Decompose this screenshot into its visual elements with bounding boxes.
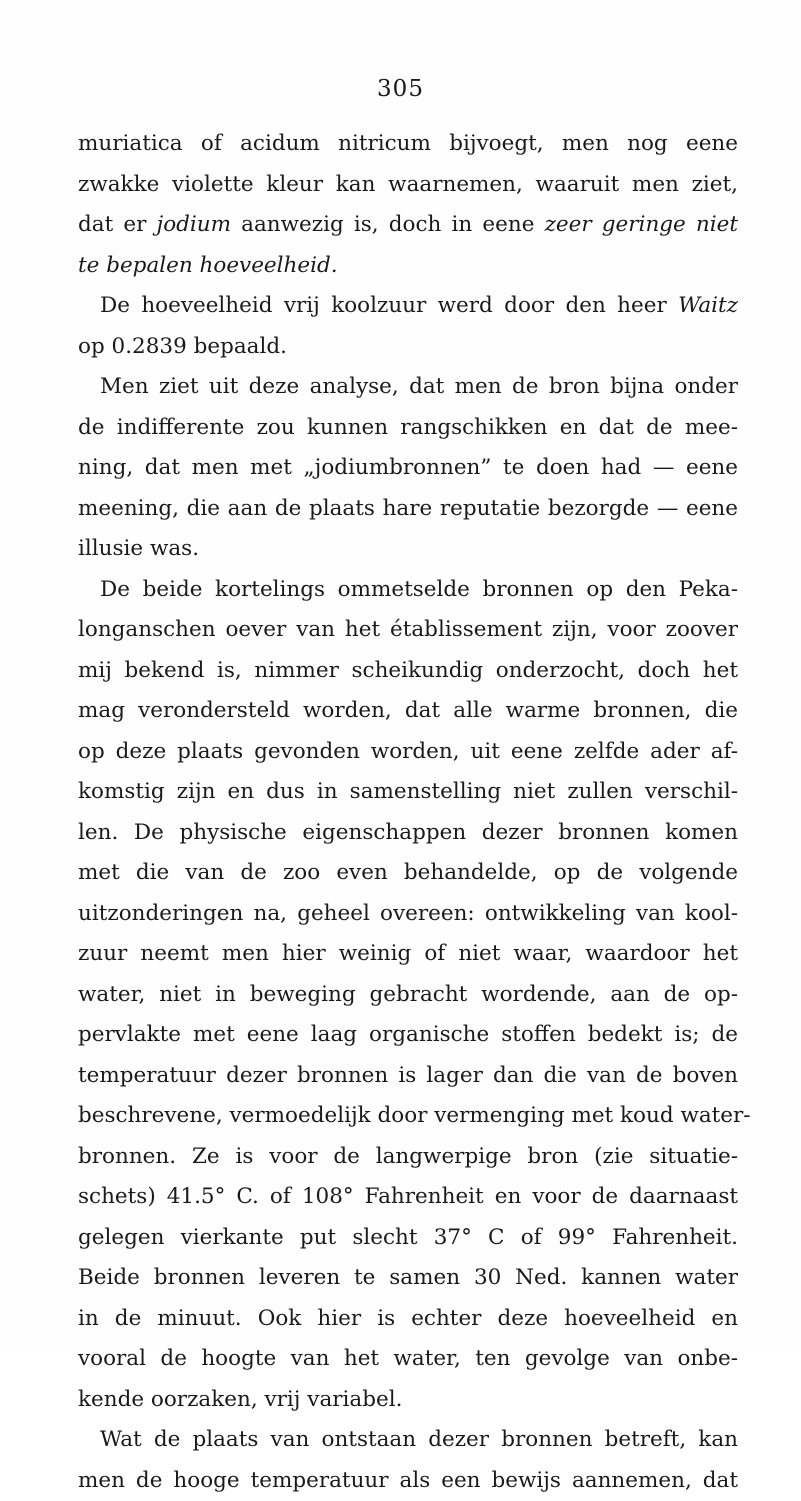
text-line: de indifferente zou kunnen rangschikken en dat de mee- (78, 408, 738, 449)
text-line: mij bekend is, nimmer scheikundig onderzocht, doch het (78, 651, 738, 692)
text-line: Beide bronnen leveren te samen 30 Ned. kannen water (78, 1258, 738, 1299)
text-line: gelegen vierkante put slecht 37° C of 99° Fahrenheit. (78, 1218, 738, 1259)
text-line: Wat de plaats van ontstaan dezer bronnen betreft, kan (78, 1420, 738, 1461)
text-line: illusie was. (78, 529, 738, 570)
text-line: meening, die aan de plaats hare reputatie bezorgde — eene (78, 489, 738, 530)
text-line: De hoeveelheid vrij koolzuur werd door den heer Waitz (78, 286, 738, 327)
text-line: komstig zijn en dus in samenstelling niet zullen verschil- (78, 772, 738, 813)
text-line: muriatica of acidum nitricum bijvoegt, men nog eene (78, 124, 738, 165)
text-line: zuur neemt men hier weinig of niet waar, waardoor het (78, 934, 738, 975)
text-line: in de minuut. Ook hier is echter deze hoeveelheid en (78, 1299, 738, 1340)
text-line: water, niet in beweging gebracht wordende, aan de op- (78, 975, 738, 1016)
text-line: len. De physische eigenschappen dezer bronnen komen (78, 813, 738, 854)
text-line: kende oorzaken, vrij variabel. (78, 1380, 738, 1421)
text-line: vooral de hoogte van het water, ten gevolge van onbe- (78, 1339, 738, 1380)
text-line: pervlakte met eene laag organische stoffen bedekt is; de (78, 1015, 738, 1056)
page-number: 305 (0, 76, 801, 102)
text-line: te bepalen hoeveelheid. (78, 246, 738, 287)
text-line: uitzonderingen na, geheel overeen: ontwikkeling van kool- (78, 894, 738, 935)
text-line: mag verondersteld worden, dat alle warme bronnen, die (78, 691, 738, 732)
text-line: beschrevene, vermoedelijk door vermenging met koud water- (78, 1096, 738, 1137)
text-line: zwakke violette kleur kan waarnemen, waaruit men ziet, (78, 165, 738, 206)
text-line: met die van de zoo even behandelde, op de volgende (78, 853, 738, 894)
text-line: bronnen. Ze is voor de langwerpige bron (zie situatie- (78, 1137, 738, 1178)
text-line: schets) 41.5° C. of 108° Fahrenheit en voor de daarnaast (78, 1177, 738, 1218)
text-line: Men ziet uit deze analyse, dat men de bron bijna onder (78, 367, 738, 408)
text-line: men de hooge temperatuur als een bewijs aannemen, dat (78, 1461, 738, 1501)
text-line: ning, dat men met „jodiumbronnen” te doen had — eene (78, 448, 738, 489)
text-line: dat er jodium aanwezig is, doch in eene zeer geringe niet (78, 205, 738, 246)
text-line: op 0.2839 bepaald. (78, 327, 738, 368)
text-line: De beide kortelings ommetselde bronnen op den Peka- (78, 570, 738, 611)
text-line: op deze plaats gevonden worden, uit eene zelfde ader af- (78, 732, 738, 773)
text-line: temperatuur dezer bronnen is lager dan die van de boven (78, 1056, 738, 1097)
text-line: longanschen oever van het établissement zijn, voor zoover (78, 610, 738, 651)
body-text (78, 124, 738, 1501)
